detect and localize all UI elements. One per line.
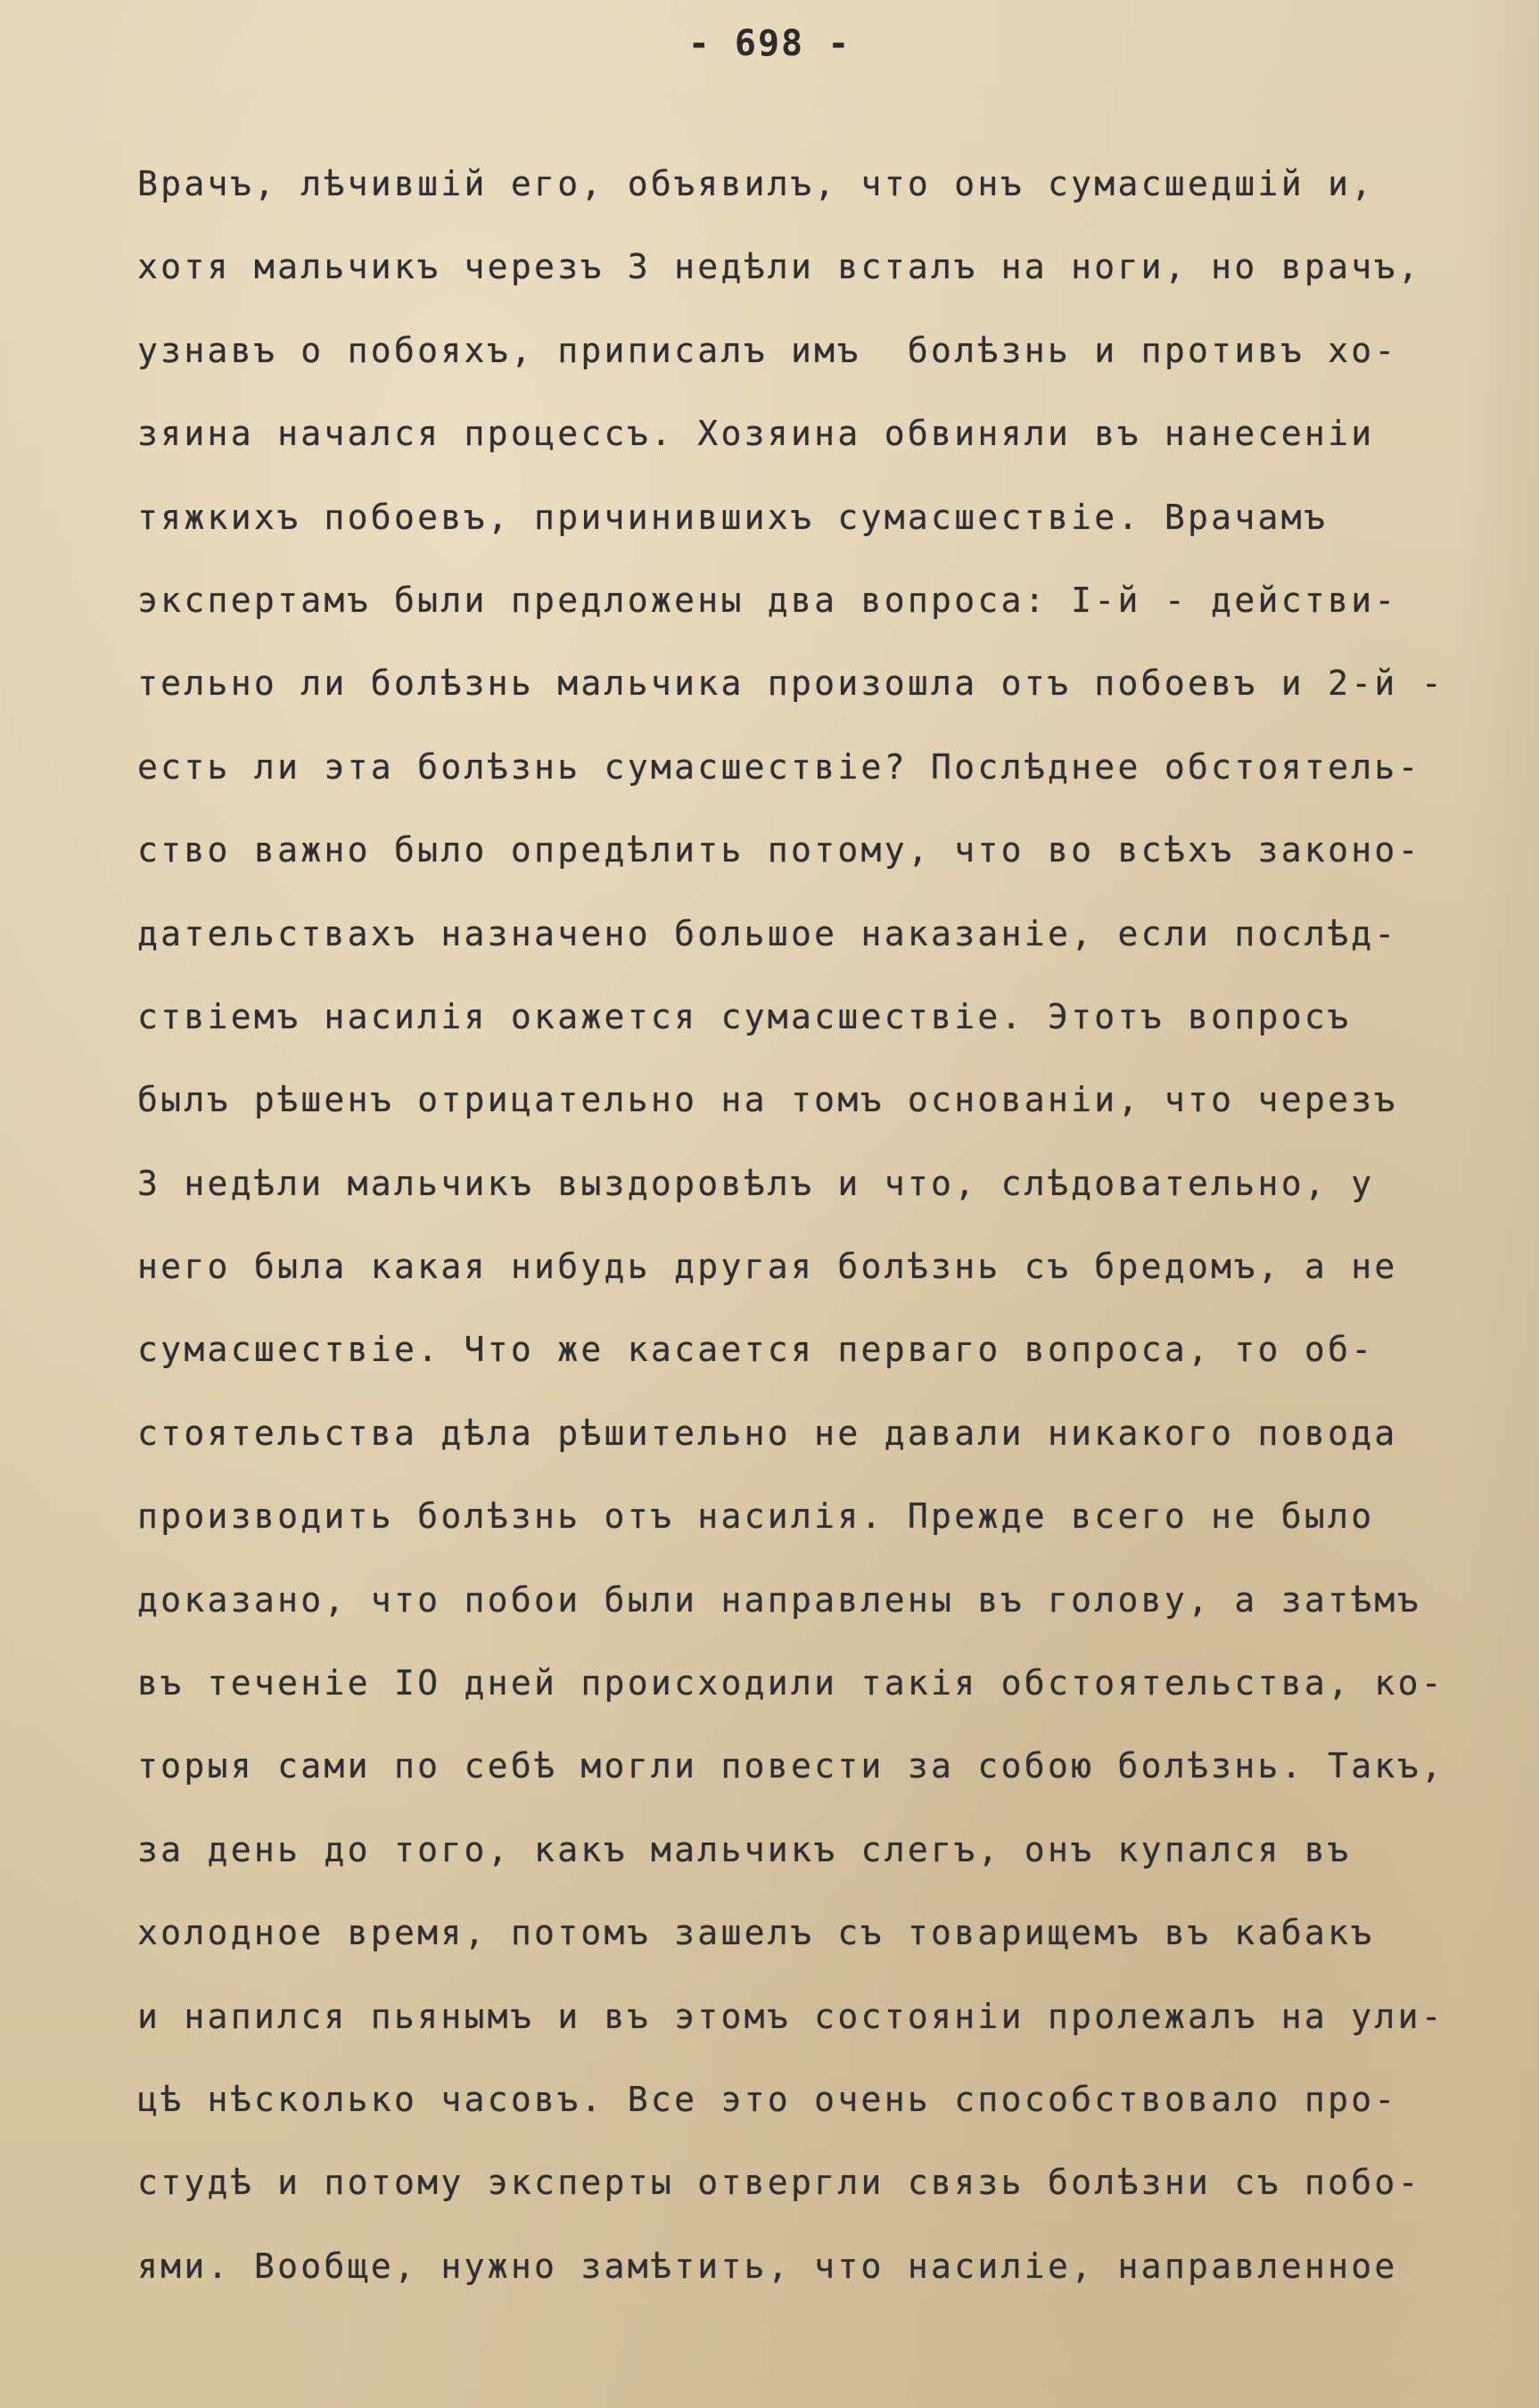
text-line: ями. Вообще, нужно замѣтить, что насиліе, направленное (137, 2246, 1398, 2286)
text-line: экспертамъ были предложены два вопроса: I-й - действи- (137, 580, 1398, 620)
text-line: тяжкихъ побоевъ, причинившихъ сумасшествіе. Врачамъ (137, 497, 1329, 537)
text-line: производить болѣзнь отъ насилія. Прежде всего не было (137, 1497, 1375, 1537)
text-line: него была какая нибудь другая болѣзнь съ бредомъ, а не (137, 1247, 1398, 1287)
text-line: тельно ли болѣзнь мальчика произошла отъ побоевъ и 2-й - (137, 664, 1444, 704)
text-line: былъ рѣшенъ отрицательно на томъ основаніи, что черезъ (137, 1080, 1398, 1120)
text-line: торыя сами по себѣ могли повести за собою болѣзнь. Такъ, (137, 1746, 1444, 1786)
text-line: Врачъ, лѣчившій его, объявилъ, что онъ сумасшедшій и, (137, 164, 1375, 203)
body-text (137, 143, 1510, 2308)
text-line: доказано, что побои были направлены въ голову, а затѣмъ (137, 1579, 1421, 1620)
text-line: за день до того, какъ мальчикъ слегъ, онъ купался въ (137, 1829, 1352, 1869)
text-line: цѣ нѣсколько часовъ. Все это очень способствовало про- (137, 2079, 1398, 2119)
text-line: сумасшествіе. Что же касается перваго вопроса, то об- (137, 1330, 1375, 1370)
text-line: холодное время, потомъ зашелъ съ товарищемъ въ кабакъ (137, 1913, 1375, 1953)
page-number: - 698 - (687, 23, 852, 64)
text-line: и напился пьянымъ и въ этомъ состояніи пролежалъ на ули- (137, 1996, 1444, 2036)
text-line: стоятельства дѣла рѣшительно не давали никакого повода (137, 1413, 1398, 1453)
text-line: узнавъ о побояхъ, приписалъ имъ болѣзнь и противъ хо- (137, 330, 1398, 370)
text-line: въ теченіе IO дней происходили такія обстоятельства, ко- (137, 1663, 1444, 1703)
text-line: хотя мальчикъ черезъ 3 недѣли всталъ на ноги, но врачъ, (137, 247, 1421, 287)
text-line: ствіемъ насилія окажется сумасшествіе. Этотъ вопросъ (137, 996, 1352, 1036)
text-line: ство важно было опредѣлить потому, что во всѣхъ законо- (137, 830, 1421, 870)
text-line: 3 недѣли мальчикъ выздоровѣлъ и что, слѣдовательно, у (137, 1163, 1375, 1203)
text-line: есть ли эта болѣзнь сумасшествіе? Послѣднее обстоятель- (137, 746, 1421, 787)
text-line: дательствахъ назначено большое наказаніе, если послѣд- (137, 913, 1398, 953)
text-line: студѣ и потому эксперты отвергли связь болѣзни съ побо- (137, 2163, 1421, 2203)
text-line: зяина начался процессъ. Хозяина обвиняли въ нанесеніи (137, 414, 1375, 454)
